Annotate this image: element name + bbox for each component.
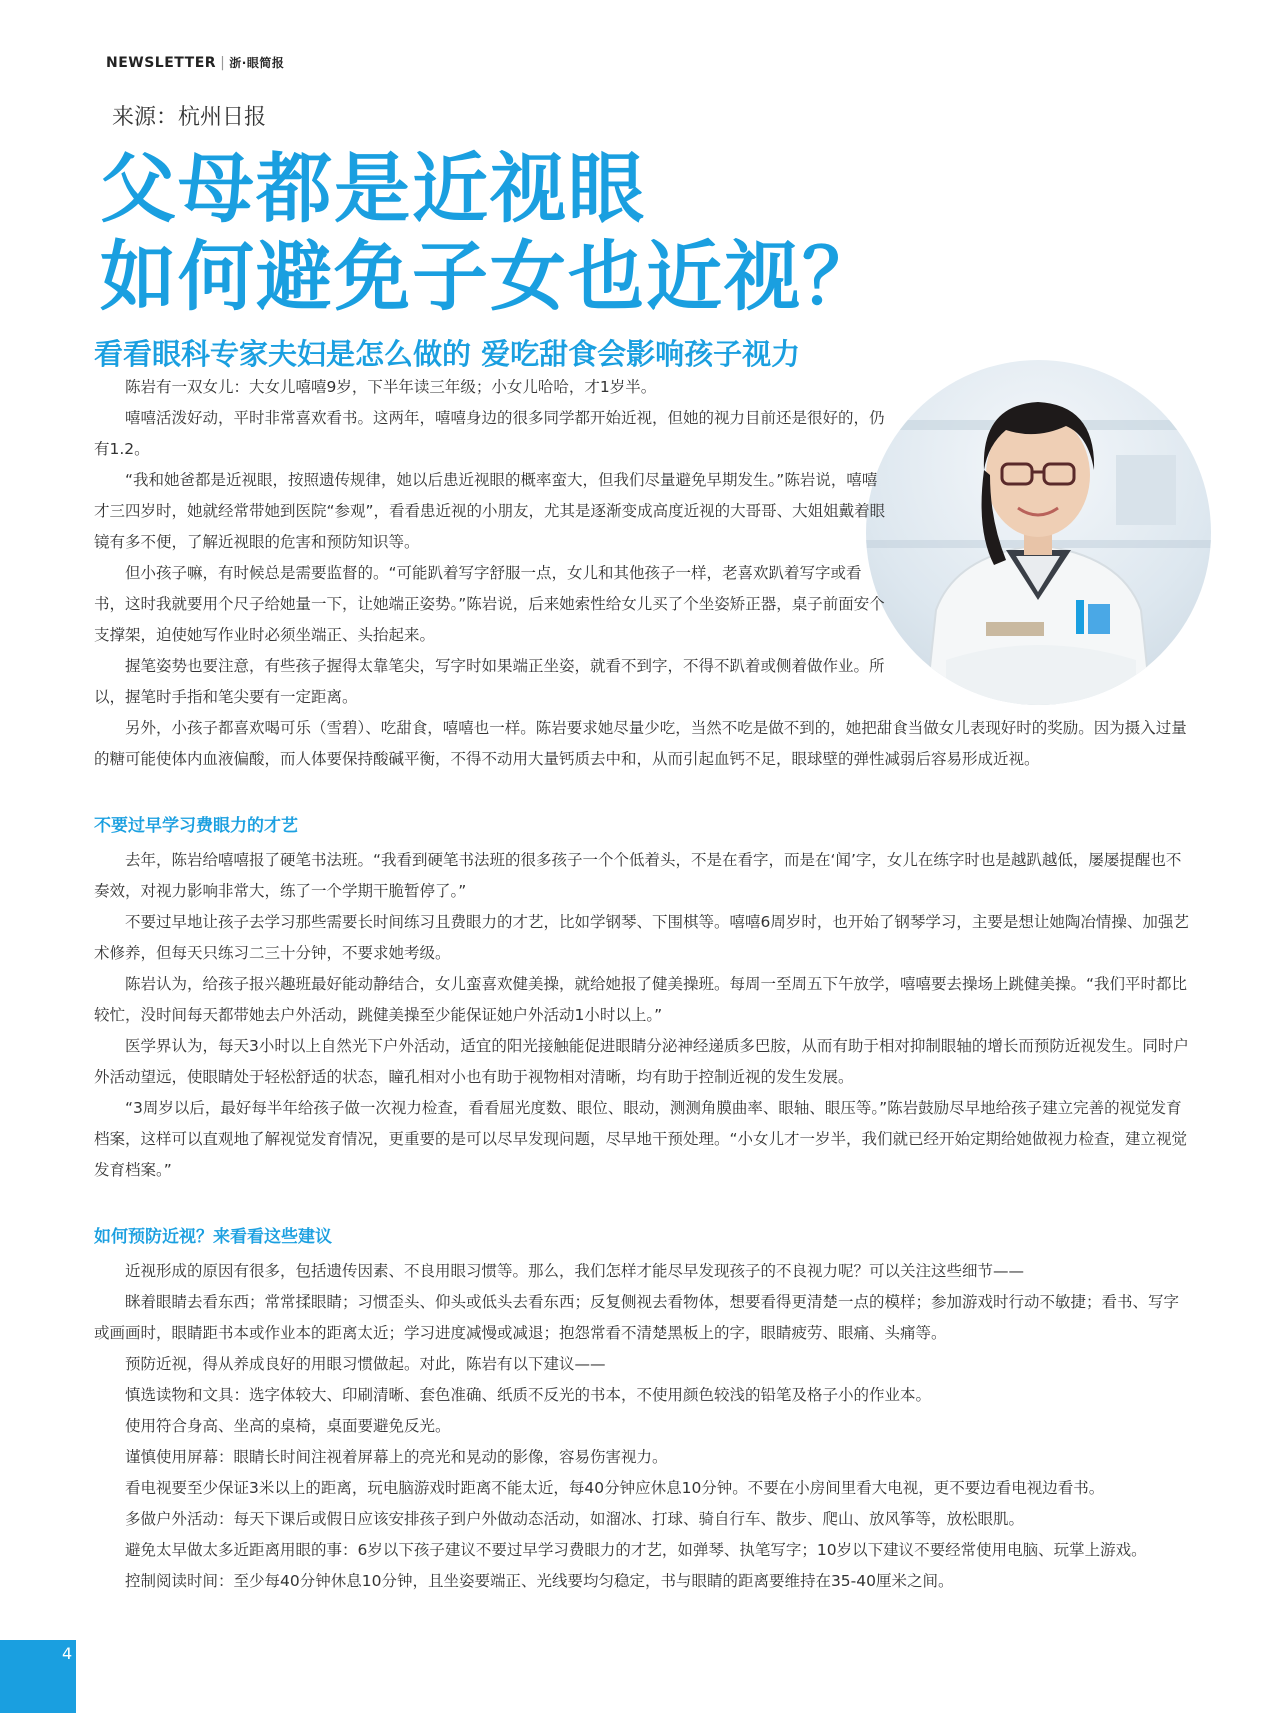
section2-paragraph-8: 多做户外活动：每天下课后或假日应该安排孩子到户外做动态活动，如溜冰、打球、骑自行车、散步、爬山、放风筝等，放松眼肌。: [125, 1510, 1025, 1528]
masthead: [106, 54, 284, 71]
section2-paragraph-10: 控制阅读时间：至少每40分钟休息10分钟，且坐姿要端正、光线要均匀稳定，书与眼睛的距离要维持在35-40厘米之间。: [125, 1572, 954, 1590]
section1-paragraph-5: “3周岁以后，最好每半年给孩子做一次视力检查，看看屈光度数、眼位、眼动，测测角膜曲率、眼轴、眼压等。”陈岩鼓励尽早地给孩子建立完善的视觉发育档案，这样可以直观地了解视觉发育情况，更重要的是可以尽早发现问题，尽早地干预处理。“小女儿才一岁半，我们就已经开始定期给她做视力检查，建立视觉发育档案。”: [94, 1099, 1188, 1179]
article-subtitle: 看看眼科专家夫妇是怎么做的 爱吃甜食会影响孩子视力: [94, 337, 801, 371]
title-line-2: 如何避免子女也近视？: [100, 232, 880, 321]
section2-paragraph-2: 眯着眼睛去看东西；常常揉眼睛；习惯歪头、仰头或低头去看东西；反复侧视去看物体，想要看得更清楚一点的模样；参加游戏时行动不敏捷；看书、写字或画画时，眼睛距书本或作业本的距离太近；学习进度减慢或减退；抱怨常看不清楚黑板上的字，眼睛疲劳、眼痛、头痛等。: [94, 1293, 1180, 1342]
intro-paragraph-5: 握笔姿势也要注意，有些孩子握得太靠笔尖，写字时如果端正坐姿，就看不到字，不得不趴着或侧着做作业。所以，握笔时手指和笔尖要有一定距离。: [94, 657, 885, 706]
section2-paragraph-6: 谨慎使用屏幕：眼睛长时间注视着屏幕上的亮光和晃动的影像，容易伤害视力。: [125, 1448, 668, 1466]
section1-paragraph-1: 去年，陈岩给嘻嘻报了硬笔书法班。“我看到硬笔书法班的很多孩子一个个低着头，不是在看字，而是在‘闻’字，女儿在练字时也是越趴越低，屡屡提醒也不奏效，对视力影响非常大，练了一个学期干脆暂停了。”: [94, 851, 1182, 900]
section2-paragraph-7: 看电视要至少保证3米以上的距离，玩电脑游戏时距离不能太近，每40分钟应休息10分钟。不要在小房间里看大电视，更不要边看电视边看书。: [125, 1479, 1105, 1497]
section2-paragraph-4: 慎选读物和文具：选字体较大、印刷清晰、套色准确、纸质不反光的书本，不使用颜色较浅的铅笔及格子小的作业本。: [125, 1386, 932, 1404]
section2-paragraph-3: 预防近视，得从养成良好的用眼习惯做起。对此，陈岩有以下建议——: [125, 1355, 606, 1373]
article-source: 来源：杭州日报: [112, 105, 267, 130]
intro-paragraph-3: “我和她爸都是近视眼，按照遗传规律，她以后患近视眼的概率蛮大，但我们尽量避免早期发生。”陈岩说，嘻嘻才三四岁时，她就经常带她到医院“参观”，看看患近视的小朋友，尤其是逐渐变成高度近视的大哥哥、大姐姐戴着眼镜有多不便，了解近视眼的危害和预防知识等。: [94, 471, 886, 551]
section2-paragraph-5: 使用符合身高、坐高的桌椅，桌面要避免反光。: [125, 1417, 451, 1435]
section1-paragraph-4: 医学界认为，每天3小时以上自然光下户外活动，适宜的阳光接触能促进眼睛分泌神经递质多巴胺，从而有助于相对抑制眼轴的增长而预防近视发生。同时户外活动望远，使眼睛处于轻松舒适的状态，瞳孔相对小也有助于视物相对清晰，均有助于控制近视的发生发展。: [94, 1037, 1189, 1086]
intro-paragraph-2: 嘻嘻活泼好动，平时非常喜欢看书。这两年，嘻嘻身边的很多同学都开始近视，但她的视力目前还是很好的，仍有1.2。: [94, 409, 885, 458]
masthead-separator: |: [220, 55, 226, 71]
masthead-brand: NEWSLETTER: [106, 55, 217, 71]
masthead-brand-cn: 浙·眼简报: [229, 56, 285, 70]
title-line-1: 父母都是近视眼: [100, 144, 646, 233]
section-heading-talents: 不要过早学习费眼力的才艺: [94, 816, 298, 836]
section-heading-prevention: 如何预防近视？来看看这些建议: [94, 1227, 332, 1247]
section2-paragraph-1: 近视形成的原因有很多，包括遗传因素、不良用眼习惯等。那么，我们怎样才能尽早发现孩子的不良视力呢？可以关注这些细节——: [125, 1262, 1025, 1280]
section2-paragraph-9: 避免太早做太多近距离用眼的事：6岁以下孩子建议不要过早学习费眼力的才艺，如弹琴、执笔写字；10岁以下建议不要经常使用电脑、玩掌上游戏。: [125, 1541, 1147, 1559]
intro-paragraph-1: 陈岩有一双女儿：大女儿嘻嘻9岁，下半年读三年级；小女儿哈哈，才1岁半。: [125, 378, 657, 396]
intro-paragraph-6: 另外，小孩子都喜欢喝可乐（雪碧）、吃甜食，嘻嘻也一样。陈岩要求她尽量少吃，当然不吃是做不到的，她把甜食当做女儿表现好时的奖励。因为摄入过量的糖可能使体内血液偏酸，而人体要保持酸碱平衡，不得不动用大量钙质去中和，从而引起血钙不足，眼球壁的弹性减弱后容易形成近视。: [94, 719, 1187, 768]
section1-paragraph-2: 不要过早地让孩子去学习那些需要长时间练习且费眼力的才艺，比如学钢琴、下围棋等。嘻嘻6周岁时，也开始了钢琴学习，主要是想让她陶冶情操、加强艺术修养，但每天只练习二三十分钟，不要求她考级。: [94, 913, 1189, 962]
article-title: [100, 145, 880, 321]
intro-section: [94, 372, 1189, 1597]
intro-paragraph-4: 但小孩子嘛，有时候总是需要监督的。“可能趴着写字舒服一点，女儿和其他孩子一样，老喜欢趴着写字或看书，这时我就要用个尺子给她量一下，让她端正姿势。”陈岩说，后来她索性给女儿买了个坐姿矫正器，桌子前面安个支撑架，迫使她写作业时必须坐端正、头抬起来。: [94, 564, 885, 644]
page-number: 4: [62, 1644, 73, 1663]
section1-paragraph-3: 陈岩认为，给孩子报兴趣班最好能动静结合，女儿蛮喜欢健美操，就给她报了健美操班。每周一至周五下午放学，嘻嘻要去操场上跳健美操。“我们平时都比较忙，没时间每天都带她去户外活动，跳健美操至少能保证她户外活动1小时以上。”: [94, 975, 1188, 1024]
